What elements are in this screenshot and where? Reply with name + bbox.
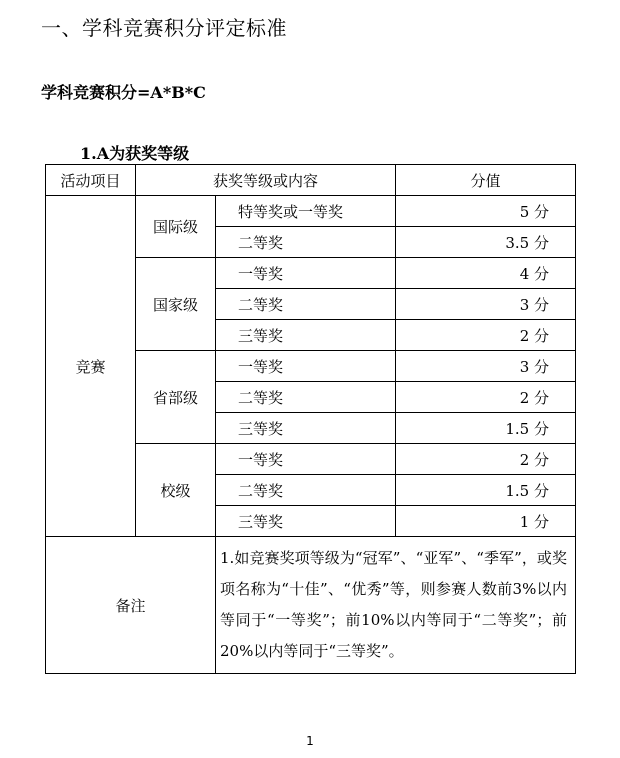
prize-cell: 特等奖或一等奖 (216, 196, 396, 227)
prize-cell: 二等奖 (216, 227, 396, 258)
prize-cell: 一等奖 (216, 351, 396, 382)
section-title: 一、学科竞赛积分评定标准 (41, 16, 287, 40)
score-cell: 2 分 (396, 320, 576, 351)
table-row (46, 196, 576, 227)
prize-cell: 二等奖 (216, 382, 396, 413)
score-cell: 5 分 (396, 196, 576, 227)
level-cell: 国际级 (136, 196, 216, 258)
prize-cell: 二等奖 (216, 475, 396, 506)
level-cell: 国家级 (136, 258, 216, 351)
table-header-row (46, 165, 576, 196)
page-number: 1 (306, 734, 314, 748)
header-score: 分值 (396, 165, 576, 196)
score-cell: 3 分 (396, 289, 576, 320)
header-activity: 活动项目 (46, 165, 136, 196)
score-cell: 2 分 (396, 382, 576, 413)
prize-cell: 一等奖 (216, 258, 396, 289)
score-formula: 学科竞赛积分=A*B*C (41, 83, 206, 102)
note-row (46, 537, 576, 674)
activity-cell: 竞赛 (46, 196, 136, 537)
note-text: 1.如竞赛奖项等级为“冠军”、“亚军”、“季军”，或奖项名称为“十佳”、“优秀”等，则参赛人数前3%以内等同于“一等奖”；前10%以内等同于“二等奖”；前20%以内等同于“三等奖”。 (216, 537, 576, 674)
level-cell: 校级 (136, 444, 216, 537)
prize-cell: 三等奖 (216, 506, 396, 537)
header-prize: 获奖等级或内容 (136, 165, 396, 196)
prize-cell: 三等奖 (216, 413, 396, 444)
score-cell: 3 分 (396, 351, 576, 382)
subsection-title: 1.A为获奖等级 (80, 144, 190, 163)
score-cell: 2 分 (396, 444, 576, 475)
level-cell: 省部级 (136, 351, 216, 444)
prize-cell: 三等奖 (216, 320, 396, 351)
score-cell: 1.5 分 (396, 413, 576, 444)
note-label: 备注 (46, 537, 216, 674)
score-cell: 1 分 (396, 506, 576, 537)
prize-cell: 一等奖 (216, 444, 396, 475)
score-cell: 4 分 (396, 258, 576, 289)
prize-cell: 二等奖 (216, 289, 396, 320)
score-table (45, 164, 576, 674)
score-cell: 1.5 分 (396, 475, 576, 506)
score-cell: 3.5 分 (396, 227, 576, 258)
